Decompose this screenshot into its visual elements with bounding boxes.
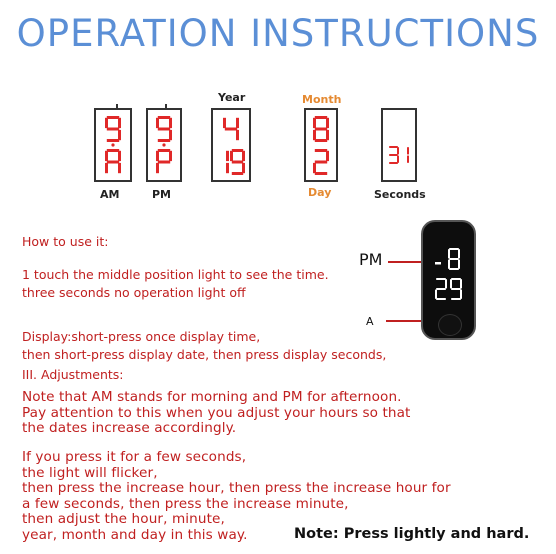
segment-d xyxy=(451,298,461,300)
display-panel-pm xyxy=(146,108,182,182)
press-line-5: then adjust the hour, minute, xyxy=(22,511,225,527)
watch-button xyxy=(438,314,462,336)
segment-c xyxy=(407,156,409,163)
segment-a xyxy=(389,146,398,148)
segment-b xyxy=(460,279,462,288)
segment-e xyxy=(435,290,437,299)
digit-9-top xyxy=(156,116,172,142)
segment-g xyxy=(158,161,170,164)
digit-9-top xyxy=(105,116,121,142)
digit-3-top xyxy=(389,146,399,164)
segment-g xyxy=(315,128,327,131)
segment-c xyxy=(458,260,460,269)
note-ampm-2: Pay attention to this when you adjust your hours so that xyxy=(22,404,411,421)
segment-a xyxy=(436,278,446,280)
press-line-4: a few seconds, then press the increase minute, xyxy=(22,495,349,512)
segment-c xyxy=(169,130,172,140)
digit-9-bottom xyxy=(230,149,245,175)
press-line-6: year, month and day in this way. xyxy=(22,526,248,543)
segment-c xyxy=(118,130,121,140)
segment-a xyxy=(158,149,170,152)
segment-b xyxy=(236,118,239,128)
segment-c xyxy=(397,156,399,163)
digit-p-bottom xyxy=(156,149,172,173)
watch-digit-2 xyxy=(435,278,447,300)
label-year: Year xyxy=(218,91,246,104)
segment-c xyxy=(326,130,329,140)
segment-e xyxy=(156,163,159,173)
display-line1: Display:short-press once display time, xyxy=(22,329,261,344)
digit-1-top xyxy=(407,147,409,163)
digit-8-top xyxy=(313,116,329,142)
segment-a xyxy=(107,116,119,119)
segment-b xyxy=(458,249,460,258)
adjustments-heading: III. Adjustments: xyxy=(22,367,124,382)
page-title: OPERATION INSTRUCTIONS xyxy=(16,12,540,55)
segment-g xyxy=(449,258,459,260)
segment-g xyxy=(436,288,446,290)
watch-illustration xyxy=(421,220,476,340)
segment-d xyxy=(449,268,459,270)
segment-e xyxy=(448,260,450,269)
segment-d xyxy=(158,139,170,142)
segment-b xyxy=(169,118,172,128)
segment-c xyxy=(226,163,229,173)
segment-c xyxy=(242,163,245,173)
segment-d xyxy=(315,139,327,142)
segment-g xyxy=(389,154,398,156)
segment-b xyxy=(445,279,447,288)
how-to-heading: How to use it: xyxy=(22,234,109,249)
watch-pm-label: PM xyxy=(359,250,383,269)
segment-f xyxy=(448,249,450,258)
segment-g xyxy=(225,128,237,131)
segment-b xyxy=(326,118,329,128)
segment-a xyxy=(232,149,243,152)
segment-e xyxy=(313,163,316,173)
segment-b xyxy=(397,147,399,154)
display-line2: then short-press display date, then press display seconds, xyxy=(22,347,387,362)
segment-e xyxy=(105,163,108,173)
watch-a-label: A xyxy=(366,315,374,328)
watch-digit-9 xyxy=(450,278,462,300)
label-am: AM xyxy=(100,188,120,201)
segment-f xyxy=(230,151,233,161)
digit-4-top xyxy=(223,118,239,140)
segment-g xyxy=(107,128,119,131)
label-pm: PM xyxy=(152,188,172,201)
how-to-line1: 1 touch the middle position light to see the time. xyxy=(22,267,329,282)
press-line-2: the light will flicker, xyxy=(22,464,158,481)
display-panel-year xyxy=(211,108,251,182)
segment-a xyxy=(107,149,119,152)
segment-f xyxy=(313,118,316,128)
segment-e xyxy=(313,130,316,140)
segment-a xyxy=(315,149,327,152)
how-to-line2: three seconds no operation light off xyxy=(22,285,246,300)
note-ampm-3: the dates increase accordingly. xyxy=(22,420,237,436)
segment-b xyxy=(118,151,121,161)
segment-d xyxy=(107,139,119,142)
digit-1-bottom xyxy=(226,151,229,173)
segment-d xyxy=(232,172,243,175)
display-panel-am xyxy=(94,108,132,182)
segment-c xyxy=(118,163,121,173)
display-panel-seconds xyxy=(381,108,417,182)
press-line-3: then press the increase hour, then press the increase hour for xyxy=(22,480,451,496)
segment-g xyxy=(232,161,243,164)
watch-digit-8 xyxy=(448,248,460,270)
segment-c xyxy=(236,130,239,140)
segment-b xyxy=(242,151,245,161)
segment-a xyxy=(158,116,170,119)
segment-c xyxy=(460,290,462,299)
segment-f xyxy=(223,118,226,128)
segment-b xyxy=(169,151,172,161)
note-ampm-1: Note that AM stands for morning and PM for afternoon. xyxy=(22,389,402,405)
press-line-1: If you press it for a few seconds, xyxy=(22,449,247,465)
segment-a xyxy=(315,116,327,119)
segment-b xyxy=(118,118,121,128)
digit-a-bottom xyxy=(105,149,121,173)
label-day: Day xyxy=(308,186,332,199)
segment-d xyxy=(315,172,327,175)
segment-f xyxy=(105,118,108,128)
segment-f xyxy=(105,151,108,161)
segment-d xyxy=(436,298,446,300)
segment-f xyxy=(450,279,452,288)
footer-note: Note: Press lightly and hard. xyxy=(294,526,530,542)
segment-g xyxy=(315,161,327,164)
segment-g xyxy=(107,161,119,164)
display-panel-month-day xyxy=(304,108,338,182)
segment-g xyxy=(158,128,170,131)
digit-2-bottom xyxy=(313,149,329,175)
segment-b xyxy=(226,151,229,161)
segment-g xyxy=(451,288,461,290)
label-month: Month xyxy=(302,93,342,106)
segment-b xyxy=(407,147,409,154)
segment-f xyxy=(156,118,159,128)
segment-d xyxy=(389,162,398,164)
segment-a xyxy=(451,278,461,280)
label-seconds: Seconds xyxy=(374,188,426,201)
segment-b xyxy=(326,151,329,161)
segment-a xyxy=(449,248,459,250)
segment-f xyxy=(156,151,159,161)
